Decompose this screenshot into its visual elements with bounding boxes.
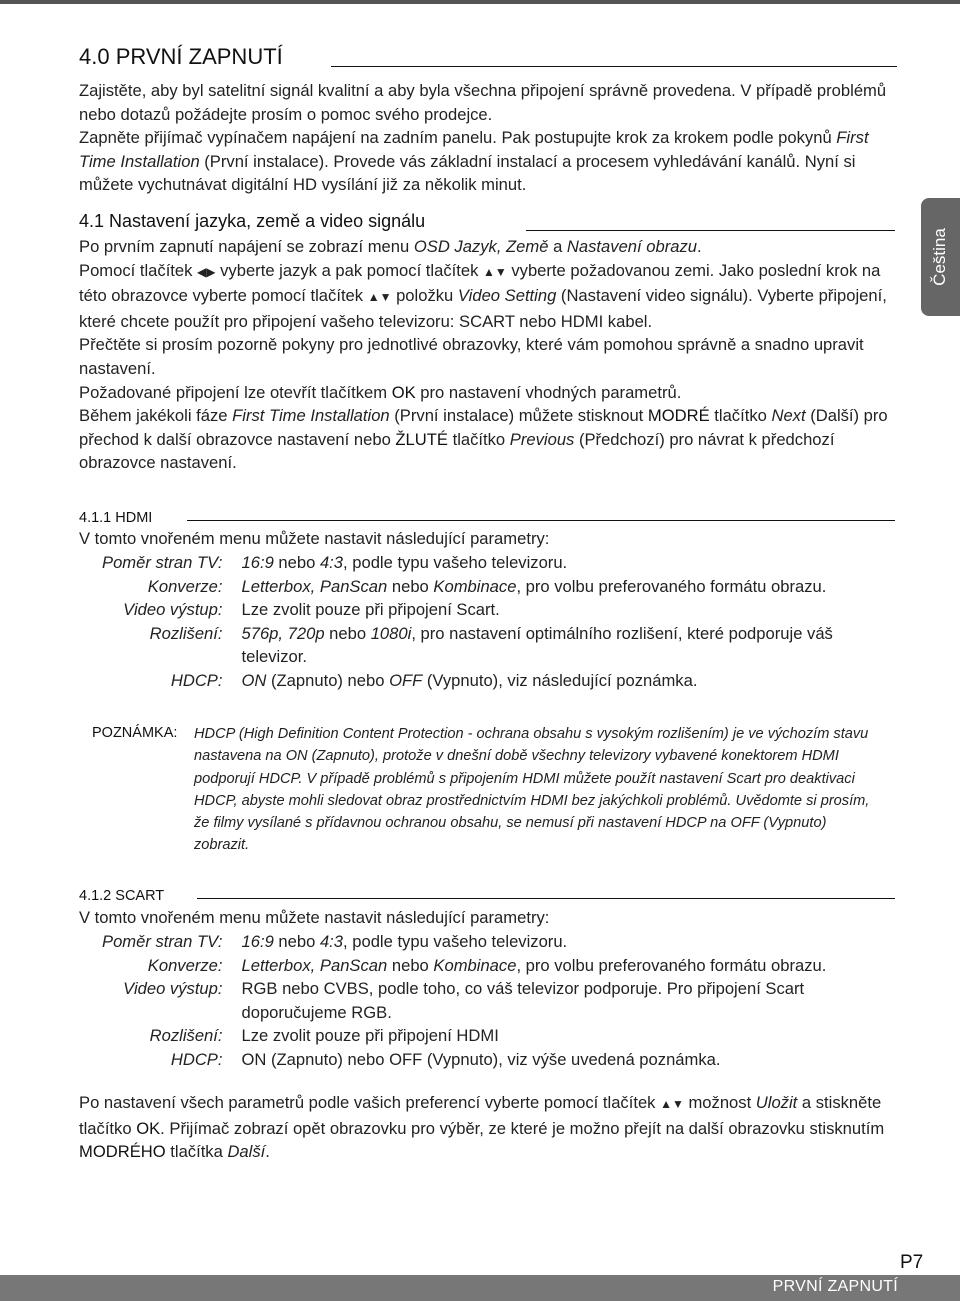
blue-key-label: MODRÉ [647, 406, 710, 426]
value-text: 1080i [370, 623, 412, 643]
parameter-value [242, 575, 878, 599]
text-run: . Přijímač zobrazí opět obrazovku pro výběr, ze které je možno přejít na další obrazovku stisknutím [160, 1118, 885, 1138]
value-text: Lze zvolit pouze při připojení Scart. [241, 600, 500, 620]
text-run: (První instalace) můžete stisknout [389, 406, 648, 426]
parameter-value [242, 1024, 878, 1048]
text-run: Video Setting [457, 286, 557, 306]
text-run: pro nastavení vhodných parametrů. [415, 382, 682, 402]
parameter-name: Konverze: [147, 576, 223, 596]
value-text: Kombinace [433, 576, 517, 596]
intro-paragraph-2 [79, 126, 899, 197]
text-run: Uložit [755, 1093, 798, 1112]
parameter-value [242, 954, 878, 978]
parameter-value [242, 669, 878, 693]
parameter-row [102, 930, 877, 954]
language-tab-label: Čeština [930, 228, 949, 286]
text-run: položku [391, 286, 458, 306]
text-run: (První instalace). Provede vás základní instalací a procesem vyhledávání kanálů. Nyní si můžete vychutnávat digitální HD vysílání již za několik minut. [79, 151, 856, 195]
note-label: POZNÁMKA: [92, 725, 178, 741]
parameter-value [242, 598, 878, 622]
scart-rule [197, 898, 895, 899]
blue-key-label: MODRÉHO [79, 1142, 166, 1162]
subsection-heading-row [79, 211, 895, 237]
language-para-1 [79, 235, 899, 259]
parameter-row [102, 1024, 877, 1048]
up-down-arrows-icon: ▲▼ [367, 290, 392, 305]
text-run: . [265, 1142, 270, 1162]
text-run: a [548, 237, 567, 256]
text-run: Next [771, 406, 806, 426]
hdmi-rule [187, 520, 895, 521]
value-text: ON [241, 670, 267, 690]
text-run: vyberte jazyk a pak pomocí tlačítek [215, 260, 483, 280]
text-run: možnost [683, 1093, 756, 1112]
page-number: P7 [900, 1252, 924, 1273]
text-run: tlačítka [165, 1142, 228, 1162]
parameter-row [102, 1048, 877, 1072]
hdmi-intro-text: V tomto vnořeném menu můžete nastavit následující parametry: [79, 529, 550, 548]
heading-rule [331, 66, 897, 67]
intro-paragraph-1: Zajistěte, aby byl satelitní signál kvalitní a aby byla všechna připojení správně provedena. V případě problémů nebo dotazů požádejte prosím o pomoc svého prodejce. [79, 81, 887, 124]
parameter-name: Video výstup: [123, 979, 223, 999]
parameter-value [242, 930, 878, 954]
yellow-key-label: ŽLUTÉ [395, 429, 448, 449]
text-run: First Time Installation [232, 406, 390, 426]
parameter-row [102, 598, 877, 622]
text-run: First Time Installation [79, 128, 869, 171]
value-text: ON (Zapnuto) nebo OFF (Vypnuto), viz výše uvedená poznámka. [241, 1049, 721, 1069]
value-text: , pro volbu preferovaného formátu obrazu. [516, 576, 827, 596]
text-run: (Předchozí) pro návrat k předchozí obrazovce nastavení. [79, 429, 835, 473]
value-text: (Vypnuto), viz následující poznámka. [422, 670, 698, 690]
footer-bar [0, 1275, 960, 1301]
parameter-name: HDCP: [170, 1049, 223, 1069]
value-text: 16:9 [241, 553, 274, 572]
parameter-value [242, 622, 878, 669]
language-side-tab [921, 198, 960, 316]
text-run: Nastavení obrazu [566, 237, 697, 256]
parameter-value [242, 1048, 878, 1072]
value-text: Letterbox, PanScan [241, 576, 388, 596]
value-text: nebo [273, 932, 320, 951]
parameter-name: Konverze: [147, 955, 223, 975]
text-run: tlačítko [447, 429, 510, 449]
scart-outro-text [79, 1091, 899, 1164]
value-text: (Zapnuto) nebo [266, 670, 390, 690]
value-text: RGB nebo CVBS, podle toho, co váš televizor podporuje. Pro připojení Scart doporučujeme RGB. [241, 979, 805, 1022]
top-border [0, 0, 960, 4]
value-text: 576p, 720p [241, 623, 325, 643]
language-para-2 [79, 259, 899, 334]
hdmi-intro [79, 527, 899, 551]
scart-parameters-table [102, 930, 877, 1072]
section-heading-row [79, 44, 895, 74]
value-text: , podle typu vašeho televizoru. [343, 553, 568, 572]
text-run: . [696, 237, 702, 256]
parameter-name: Rozlišení: [149, 1026, 223, 1046]
parameter-value [242, 551, 878, 575]
value-text: Lze zvolit pouze při připojení HDMI [241, 1026, 499, 1046]
text-run: Zapněte přijímač vypínačem napájení na zadním panelu. Pak postupujte krok za krokem podle pokynů [79, 128, 837, 148]
up-down-arrows-icon: ▲▼ [482, 264, 507, 279]
language-para-5 [79, 404, 899, 475]
value-text: nebo [324, 623, 371, 643]
scart-intro [79, 906, 899, 930]
value-text: 4:3 [319, 932, 344, 951]
text-run: tlačítko [709, 406, 772, 426]
value-text: 16:9 [241, 932, 274, 951]
value-text: , pro nastavení optimálního rozlišení, které podporuje váš televizor. [241, 623, 833, 667]
left-right-arrows-icon: ◀▶ [197, 264, 216, 279]
parameter-row [102, 622, 877, 669]
scart-heading-row [79, 888, 895, 908]
intro-block [79, 79, 899, 197]
parameter-row [102, 977, 877, 1024]
language-para-3: Přečtěte si prosím pozorně pokyny pro jednotlivé obrazovky, které vám pomohou správně a snadno upravit nastavení. [79, 335, 864, 378]
parameter-name: Poměr stran TV: [102, 553, 223, 572]
text-run: vyberte požadovanou zemi. Jako poslední krok na této obrazovce vyberte pomocí tlačítek [79, 260, 881, 306]
text-run: Pomocí tlačítek [79, 260, 198, 280]
scart-outro [79, 1091, 899, 1164]
text-run: OSD Jazyk, Země [413, 237, 549, 256]
text-run: Po nastavení všech parametrů podle vašich preferencí vyberte pomocí tlačítek [79, 1093, 661, 1112]
text-run: Další [227, 1142, 266, 1162]
parameter-name: Video výstup: [123, 600, 223, 620]
scart-intro-text: V tomto vnořeném menu můžete nastavit následující parametry: [79, 908, 550, 927]
parameter-row [102, 669, 877, 693]
text-run: (Další) pro přechod k další obrazovce nastavení nebo [79, 406, 888, 449]
value-text: nebo [387, 955, 434, 975]
parameter-name: HDCP: [170, 670, 223, 690]
value-text: , podle typu vašeho televizoru. [343, 932, 568, 951]
language-para-4 [79, 381, 899, 405]
parameter-name: Poměr stran TV: [102, 932, 223, 951]
text-run: (Nastavení video signálu). Vyberte připojení, které chcete použít pro připojení vašeho televizoru: SCART nebo HDMI kabel. [79, 286, 887, 331]
value-text: , pro volbu preferovaného formátu obrazu. [516, 955, 827, 975]
value-text: nebo [273, 553, 320, 572]
text-run: Previous [509, 429, 575, 449]
parameter-value [242, 977, 878, 1024]
hdmi-heading: 4.1.1 HDMI [79, 510, 153, 526]
note-text: HDCP (High Definition Content Protection - ochrana obsahu s vysokým rozlišením) je ve výchozím stavu nastavena na ON (Zapnuto), protože v dnešní době všechny televizory vybavené konektorem HDMI podporují HDCP. V případě problémů s připojením HDMI můžete použít nastavení Scart pro deaktivaci HDCP, abyste mohli sledovat obraz prostřednictvím HDMI bez jakýchkoli problémů. Uvědomte si prosím, že filmy vysílané s přídavnou ochranou obsahu, se nemusí při nastavení HDCP na OFF (Vypnuto) zobrazit. [194, 726, 870, 854]
text-run: a stiskněte tlačítko [79, 1093, 882, 1138]
hdmi-parameters-table [102, 551, 877, 693]
ok-key-label: OK [136, 1118, 161, 1138]
subsection-rule [526, 230, 895, 231]
section-heading: 4.0 PRVNÍ ZAPNUTÍ [79, 44, 283, 69]
parameter-row [102, 954, 877, 978]
parameter-name: Rozlišení: [149, 623, 223, 643]
scart-heading: 4.1.2 SCART [79, 888, 165, 904]
ok-key-label: OK [391, 382, 416, 402]
value-text: OFF [389, 670, 423, 690]
up-down-arrows-icon: ▲▼ [660, 1097, 684, 1111]
language-section-body [79, 235, 899, 475]
text-run: Po prvním zapnutí napájení se zobrazí menu [79, 237, 414, 256]
footer-title: PRVNÍ ZAPNUTÍ [772, 1278, 898, 1295]
value-text: nebo [387, 576, 434, 596]
value-text: Kombinace [433, 955, 517, 975]
parameter-row [102, 551, 877, 575]
value-text: 4:3 [319, 553, 344, 572]
parameter-row [102, 575, 877, 599]
value-text: Letterbox, PanScan [241, 955, 388, 975]
subsection-heading: 4.1 Nastavení jazyka, země a video signálu [79, 211, 426, 231]
text-run: Požadované připojení lze otevřít tlačítkem [79, 382, 392, 402]
text-run: Během jakékoli fáze [79, 406, 233, 426]
